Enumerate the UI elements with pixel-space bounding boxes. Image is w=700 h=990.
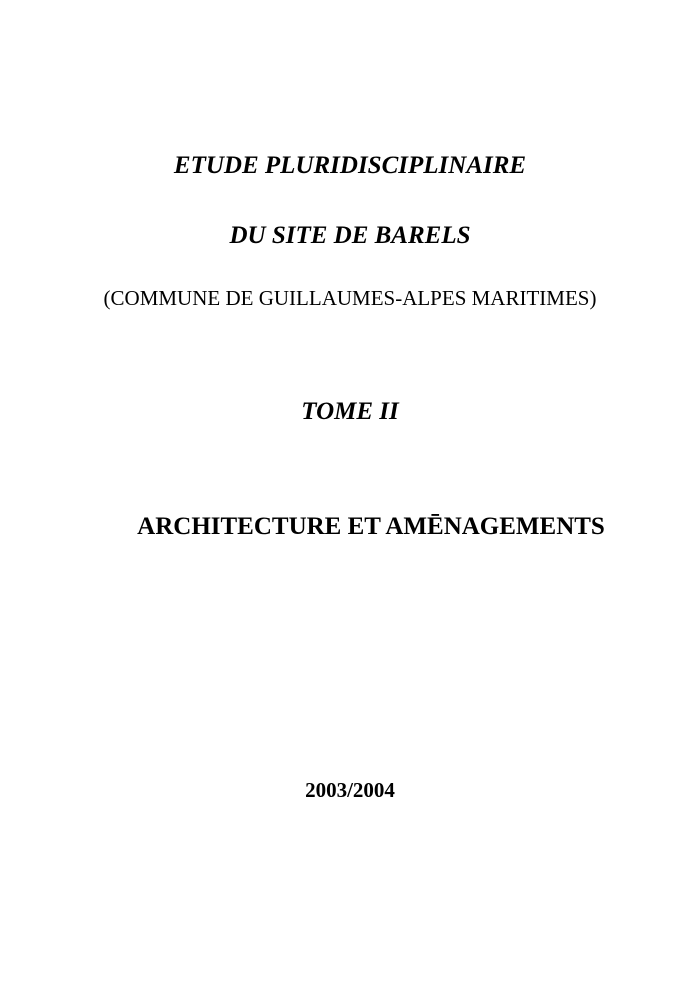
volume-label: TOME II <box>301 398 399 425</box>
title-line-2: DU SITE DE BARELS <box>229 222 471 249</box>
title-line-1: ETUDE PLURIDISCIPLINAIRE <box>173 152 527 179</box>
year-range: 2003/2004 <box>305 778 395 802</box>
location-subtitle: (COMMUNE DE GUILLAUMES-ALPES MARITIMES) <box>103 286 597 310</box>
subject-heading: ARCHITECTURE ET AMĒNAGEMENTS <box>137 513 605 540</box>
